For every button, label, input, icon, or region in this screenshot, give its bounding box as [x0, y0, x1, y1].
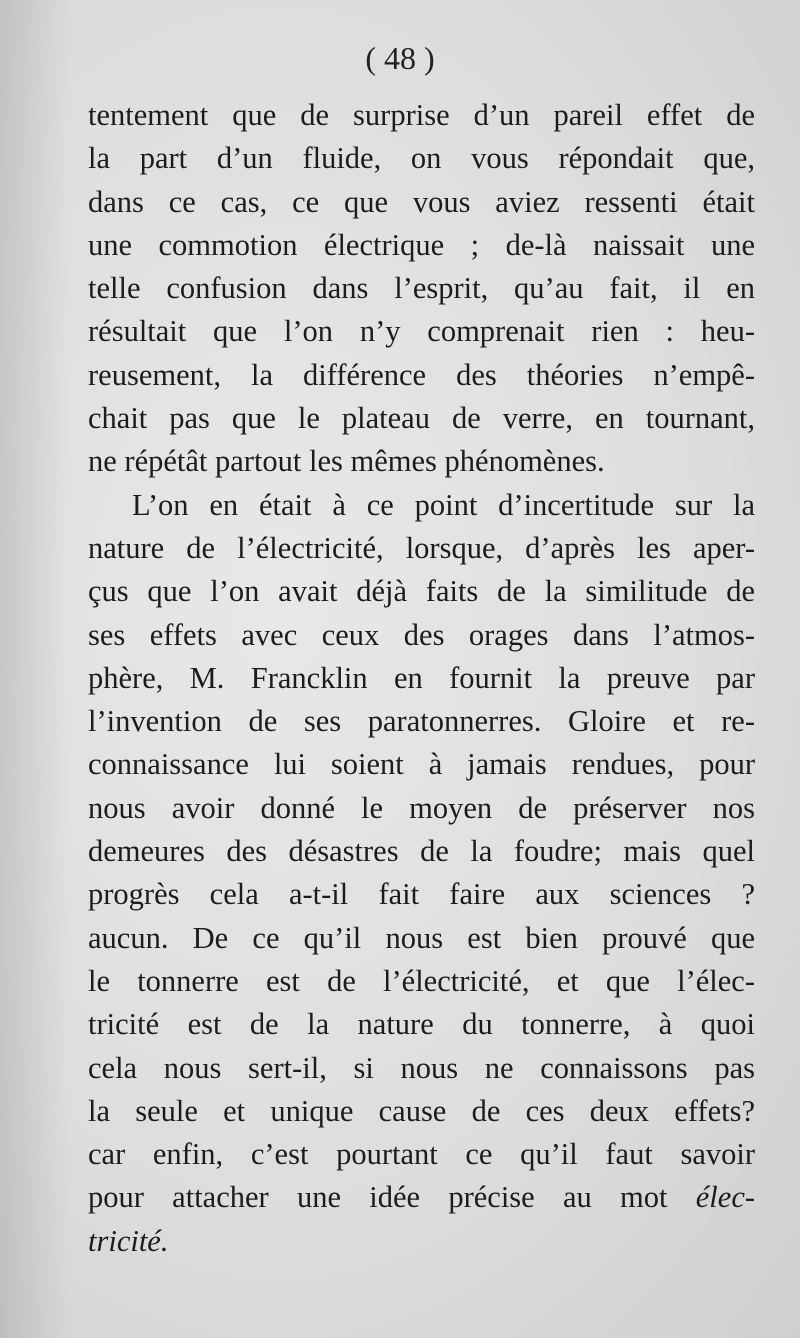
text-line: çus que l’on avait déjà faits de la similitude de	[88, 574, 755, 609]
text-line: connaissance lui soient à jamais rendues, pour	[88, 747, 755, 782]
body-text	[88, 94, 755, 1263]
text-line: car enfin, c’est pourtant ce qu’il faut savoir	[88, 1137, 755, 1172]
text-line-lead: pour attacher une idée précise au mot	[88, 1180, 668, 1215]
text-line: la seule et unique cause de ces deux effets?	[88, 1093, 755, 1128]
text-line: tentement que de surprise d’un pareil effet de	[88, 98, 755, 132]
text-line: aucun. De ce qu’il nous est bien prouvé que	[88, 920, 755, 955]
text-line: nature de l’électricité, lorsque, d’après les aper-	[88, 530, 755, 565]
text-line: la part d’un fluide, on vous répondait que,	[88, 141, 755, 176]
text-line: ses effets avec ceux des orages dans l’atmos-	[88, 617, 755, 652]
text-line: telle confusion dans l’esprit, qu’au fait, il en	[88, 271, 755, 306]
text-line: reusement, la différence des théories n’empê-	[88, 357, 755, 392]
text-line	[88, 1220, 755, 1263]
paragraph-1	[88, 94, 755, 484]
text-line: une commotion électrique ; de-là naissait une	[88, 227, 755, 262]
italic-term-end: tricité.	[88, 1223, 169, 1258]
text-line: dans ce cas, ce que vous aviez ressenti était	[88, 184, 755, 219]
text-line-with-term	[88, 1176, 755, 1219]
text-line: l’invention de ses paratonnerres. Gloire et re-	[88, 704, 755, 739]
text-line: nous avoir donné le moyen de préserver nos	[88, 790, 755, 825]
text-line: progrès cela a-t-il fait faire aux sciences ?	[88, 877, 755, 912]
page-number: ( 48 )	[365, 40, 435, 76]
text-line: chait pas que le plateau de verre, en tournant,	[88, 401, 755, 436]
text-line: L’on en était à ce point d’incertitude sur la	[132, 487, 755, 522]
paragraph-2	[88, 484, 755, 1263]
text-line: cela nous sert-il, si nous ne connaissons pas	[88, 1050, 755, 1085]
text-line: demeures des désastres de la foudre; mais quel	[88, 834, 755, 869]
text-line: phère, M. Francklin en fournit la preuve par	[88, 660, 755, 695]
text-line: le tonnerre est de l’électricité, et que l’élec-	[88, 963, 755, 998]
text-line: résultait que l’on n’y comprenait rien : heu-	[88, 314, 755, 349]
text-line: ne répétât partout les mêmes phénomènes.	[88, 444, 605, 479]
italic-term-start: élec-	[695, 1180, 756, 1215]
text-line: tricité est de la nature du tonnerre, à quoi	[88, 1007, 755, 1042]
